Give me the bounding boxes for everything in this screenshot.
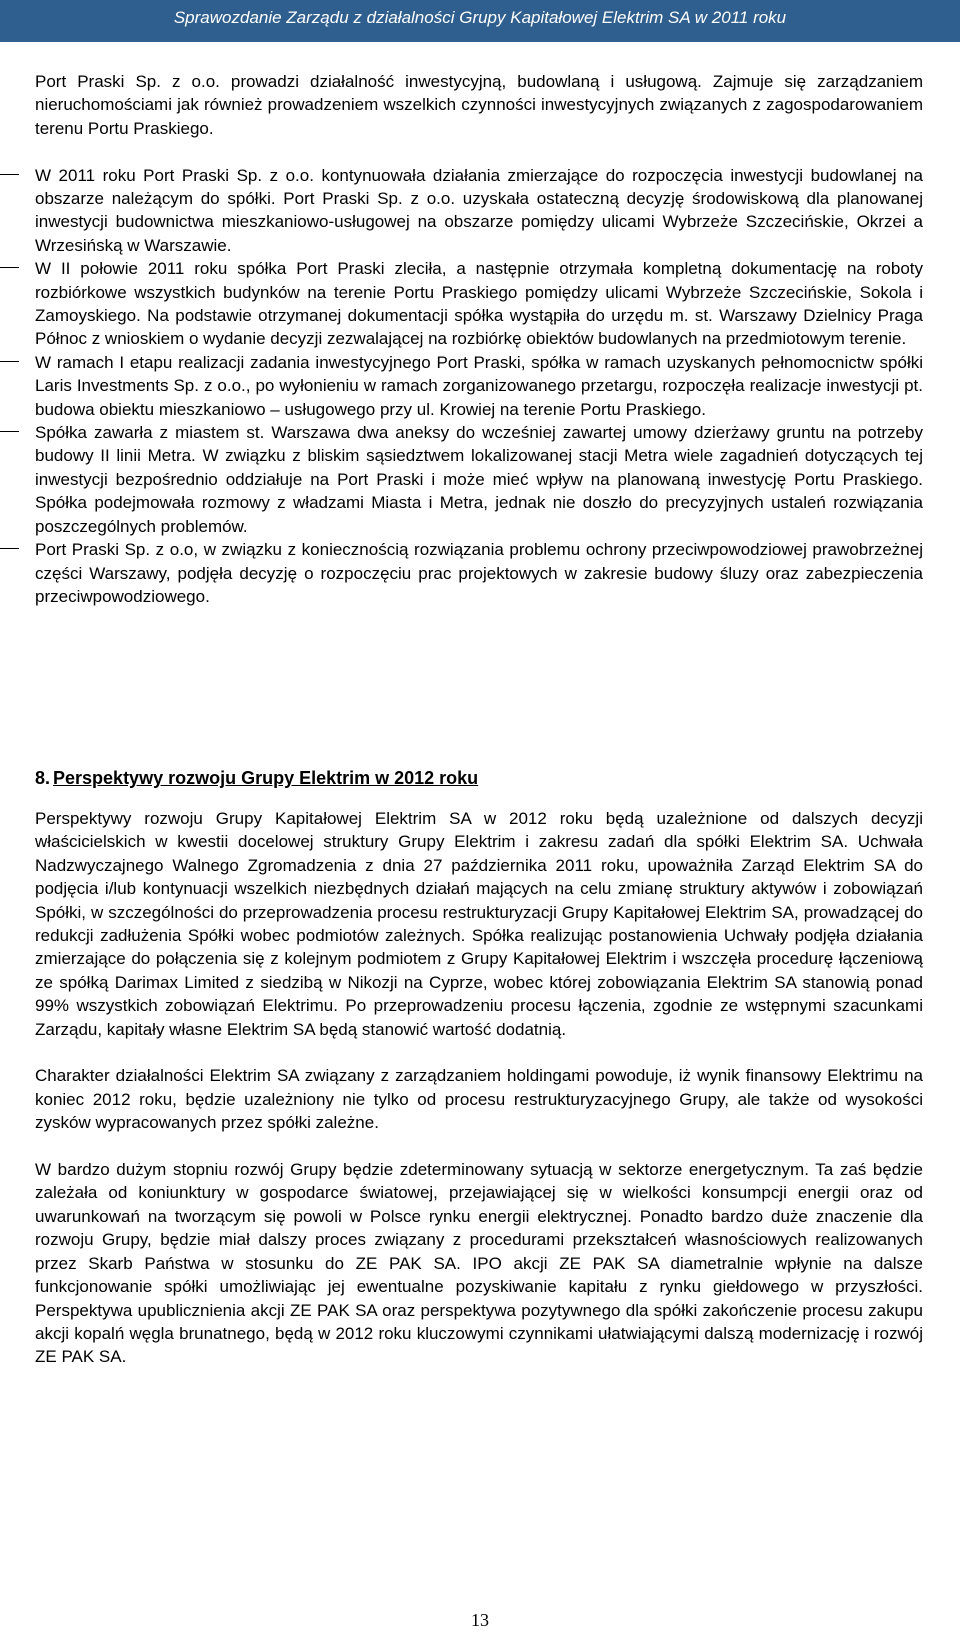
port-praski-section bbox=[35, 70, 923, 608]
section-heading bbox=[35, 766, 478, 790]
dash-bullet-icon bbox=[0, 267, 19, 268]
body-paragraph: W bardzo dużym stopniu rozwój Grupy będzie zdeterminowany sytuacją w sektorze energetycznym. Ta zaś będzie zależała od koniunktury w gospodarce światowej, przejawiającej się w wielkości konsumpcji energii oraz od uwarunkowań na tworzącym się powoli w Polsce rynku energii elektrycznej. Ponadto bardzo duże znaczenie dla rozwoju Grupy, będzie miał dalszy proces związany z procedurami przekształceń własnościowych realizowanych przez Skarb Państwa w stosunku do ZE PAK SA. IPO akcji ZE PAK SA diametralnie wpłynie na dalsze funkcjonowanie spółki umożliwiając jej ewentualne pozyskiwanie kapitału z rynku giełdowego w przyszłości. Perspektywa upublicznienia akcji ZE PAK SA oraz perspektywa pozytywnego dla spółki zakończenie procesu zakupu akcji kopalń węgla brunatnego, będą w 2012 roku kluczowymi czynnikami ułatwiającymi dalszą modernizację i rozwój ZE PAK SA. bbox=[35, 1160, 923, 1367]
bullet-text: W 2011 roku Port Praski Sp. z o.o. kontynuowała działania zmierzające do rozpoczęcia inwestycji budowlanej na obszarze należącym do spółki. Port Praski Sp. z o.o. uzyskała ostateczną decyzję środowiskową dla planowanej inwestycji budownictwa mieszkaniowo-usługowej na obszarze pomiędzy ulicami Wybrzeże Szczecińskie, Okrzei a Wrzesińską w Warszawie. bbox=[35, 165, 923, 255]
bullet-item bbox=[35, 421, 923, 538]
dash-bullet-icon bbox=[0, 548, 19, 549]
bullet-text: Port Praski Sp. z o.o, w związku z koniecznością rozwiązania problemu ochrony przeciwpowodziowej prawobrzeżnej części Warszawy, podjęła decyzję o rozpoczęciu prac projektowych w zakresie budowy śluzy oraz zabezpieczenia przeciwpowodziowego. bbox=[35, 540, 923, 606]
intro-paragraph: Port Praski Sp. z o.o. prowadzi działalność inwestycyjną, budowlaną i usługową. Zajmuje się zarządzaniem nieruchomościami jak również prowadzeniem wszelkich czynności inwestycyjnych związanych z zagospodarowaniem terenu Portu Praskiego. bbox=[35, 72, 923, 138]
dash-bullet-icon bbox=[0, 431, 19, 432]
body-paragraph: Charakter działalności Elektrim SA związany z zarządzaniem holdingami powoduje, iż wynik finansowy Elektrimu na koniec 2012 roku, będzie uzależniony nie tylko od procesu restrukturyzacyjnego Grupy, ale także od wysokości zysków wypracowanych przez spółki zależne. bbox=[35, 1066, 923, 1133]
page-number: 13 bbox=[471, 1610, 489, 1630]
activity-bullet-list bbox=[35, 164, 923, 609]
dash-bullet-icon bbox=[0, 174, 19, 175]
bullet-text: W II połowie 2011 roku spółka Port Praski zleciła, a następnie otrzymała kompletną dokumentację na roboty rozbiórkowe wszystkich budynków na terenie Portu Praskiego pomiędzy ulicami Wybrzeże Szczecińskie, Sokola i Zamoyskiego. Na podstawie otrzymanej dokumentacji spółka wystąpiła do urzędu m. st. Warszawy Dzielnicy Praga Północ z wnioskiem o wydanie decyzji zezwalającej na rozbiórkę obiektów budowlanych na przedmiotowym terenie. bbox=[35, 259, 923, 349]
bullet-text: W ramach I etapu realizacji zadania inwestycyjnego Port Praski, spółka w ramach uzyskanych pełnomocnictw spółki Laris Investments Sp. z o.o., po wyłonieniu w ramach zorganizowanego przetargu, rozpoczęła realizacje inwestycji pt. budowa obiektu mieszkaniowo – usługowego przy ul. Krowiej na terenie Portu Praskiego. bbox=[35, 352, 923, 419]
bullet-item bbox=[35, 538, 923, 608]
section-number: 8. bbox=[35, 768, 51, 788]
bullet-text: Spółka zawarła z miastem st. Warszawa dwa aneksy do wcześniej zawartej umowy dzierżawy gruntu na potrzeby budowy II linii Metra. W związku z bliskim sąsiedztwem lokalizowanej stacji Metra wiele zagadnień dotyczących tej inwestycji bezpośrednio oddziałuje na Port Praski i może mieć wpływ na planowaną inwestycję Portu Praskiego. Spółka podejmowała rozmowy z władzami Miasta i Metra, jednak nie doszło do precyzyjnych ustaleń rozwiązania poszczególnych problemów. bbox=[35, 423, 923, 536]
section-title: Perspektywy rozwoju Grupy Elektrim w 2012 roku bbox=[53, 768, 479, 788]
header-bar bbox=[0, 0, 960, 42]
body-paragraph: Perspektywy rozwoju Grupy Kapitałowej Elektrim SA w 2012 roku będą uzależnione od dalszych decyzji właścicielskich w kwestii docelowej struktury Grupy Elektrim i zakresu zadań dla spółki Elektrim SA. Uchwała Nadzwyczajnego Walnego Zgromadzenia z dnia 27 października 2011 roku, upoważniła Zarząd Elektrim SA do podjęcia i/lub kontynuacji wszelkich niezbędnych działań mających na celu zmianę struktury aktywów i zobowiązań Spółki, w szczególności do przeprowadzenia procesu restrukturyzacji Grupy Kapitałowej Elektrim SA, prowadzącej do redukcji zadłużenia Spółki wobec podmiotów zależnych. Spółka realizując postanowienia Uchwały podjęła działania zmierzające do połączenia się z kolejnym podmiotem z Grupy Kapitałowej Elektrim i wszczęła procedurę łączeniową ze spółką Darimax Limited z siedzibą w Nikozji na Cyprze, wobec której zobowiązania Elektrim SA stanowią ponad 99% wszystkich zobowiązań Elektrimu. Po przeprowadzeniu procesu łączenia, zgodnie ze wstępnymi szacunkami Zarządu, kapitały własne Elektrim SA będą stanowić wartość dodatnią. bbox=[35, 809, 923, 1039]
bullet-item bbox=[35, 351, 923, 421]
bullet-item bbox=[35, 257, 923, 351]
report-header-title: Sprawozdanie Zarządu z działalności Grupy Kapitałowej Elektrim SA w 2011 roku bbox=[173, 8, 787, 27]
bullet-item bbox=[35, 164, 923, 258]
dash-bullet-icon bbox=[0, 361, 19, 362]
perspectives-section bbox=[35, 807, 923, 1392]
